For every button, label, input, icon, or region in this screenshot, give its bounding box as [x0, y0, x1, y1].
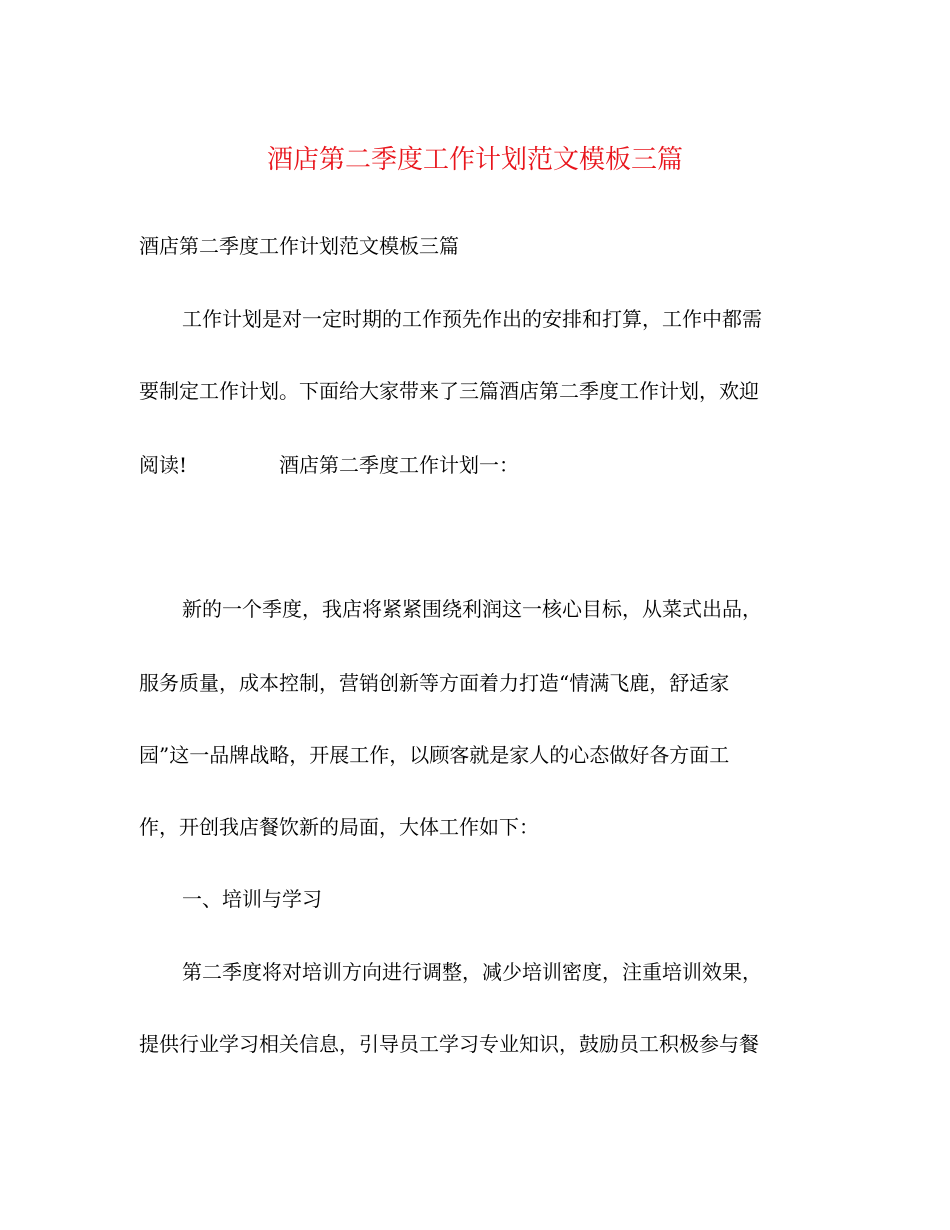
intro-line-1: 工作计划是对一定时期的工作预先作出的安排和打算，工作中都需 [182, 307, 762, 331]
intro-line-2: 要制定工作计划。下面给大家带来了三篇酒店第二季度工作计划，欢迎 [139, 379, 759, 403]
document-title: 酒店第二季度工作计划范文模板三篇 [266, 145, 683, 175]
para1-line-4: 作，开创我店餐饮新的局面，大体工作如下： [139, 815, 539, 839]
para1-line-3: 园”这一品牌战略，开展工作，以顾客就是家人的心态做好各方面工 [139, 743, 730, 767]
para2-line-2: 提供行业学习相关信息，引导员工学习专业知识，鼓励员工积极参与餐 [139, 1032, 759, 1056]
plan-one-heading: 酒店第二季度工作计划一： [279, 453, 520, 477]
document-subtitle: 酒店第二季度工作计划范文模板三篇 [139, 234, 459, 258]
section-1-heading: 一、培训与学习 [182, 887, 322, 911]
para1-line-1: 新的一个季度，我店将紧紧围绕利润这一核心目标，从菜式出品， [182, 597, 762, 621]
intro-line-3 [139, 451, 519, 479]
para2-line-1: 第二季度将对培训方向进行调整，减少培训密度，注重培训效果， [182, 960, 762, 984]
intro-line-3-start: 阅读! [139, 453, 188, 477]
para1-line-2: 服务质量，成本控制，营销创新等方面着力打造“情满飞鹿，舒适家 [139, 671, 730, 695]
